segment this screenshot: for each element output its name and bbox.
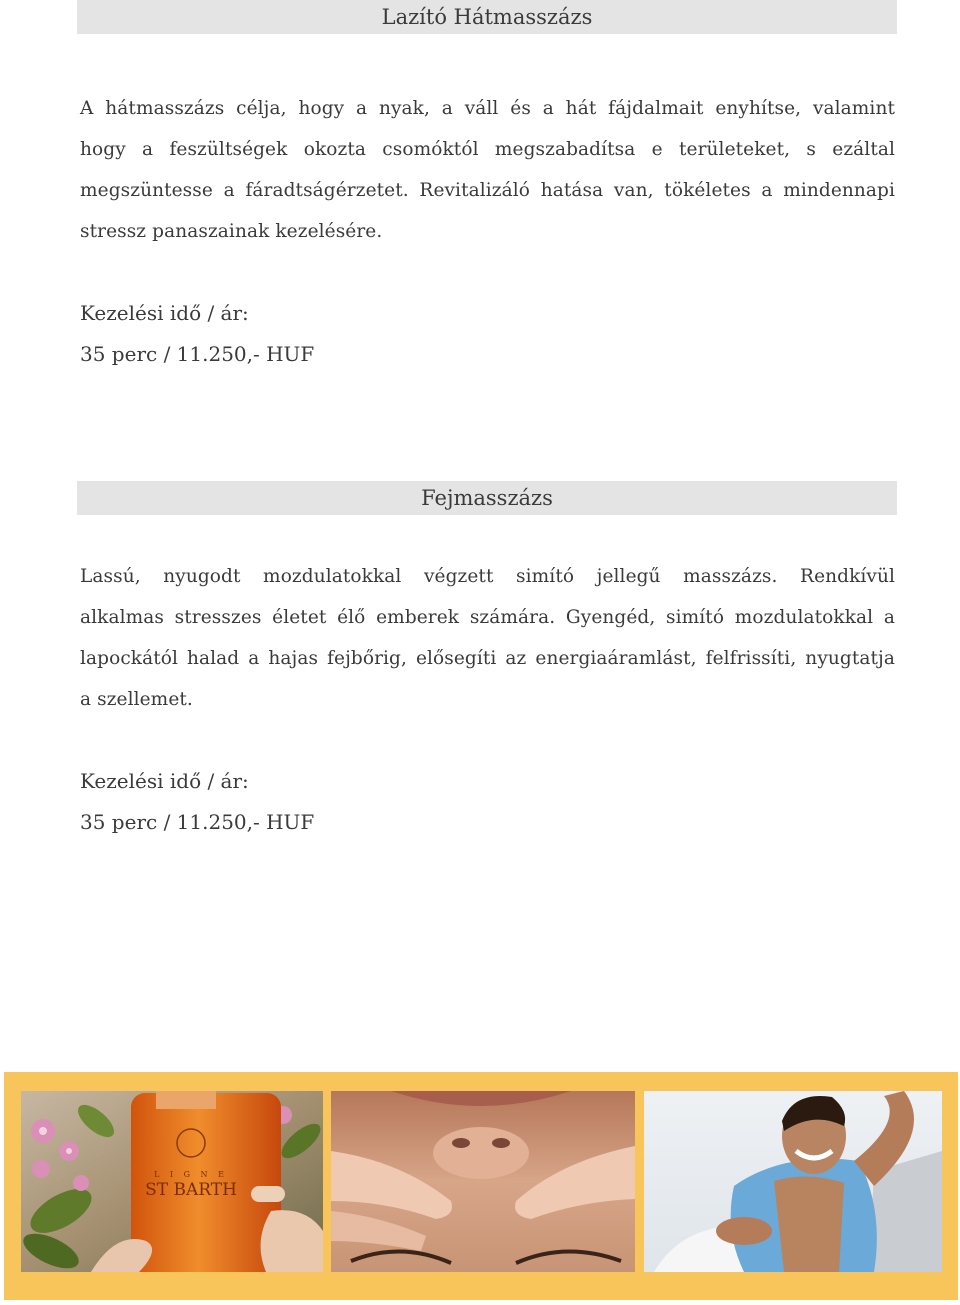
section-title-back-massage: Lazító Hátmasszázs [77, 0, 897, 34]
description-line: hogy a feszültségek okozta csomóktól megszabadítsa e területeket, s ezáltal [80, 139, 895, 160]
bottle-label-main: ST BARTH [145, 1180, 237, 1200]
bottle-label-top: L I G N E [154, 1170, 228, 1179]
description-line: stressz panaszainak kezelésére. [80, 221, 383, 242]
head-massage-price: 35 perc / 11.250,- HUF [80, 810, 315, 834]
back-massage-price: 35 perc / 11.250,- HUF [80, 342, 315, 366]
description-line: a szellemet. [80, 689, 193, 710]
section-title-head-massage: Fejmasszázs [77, 481, 897, 515]
head-massage-description [80, 556, 895, 720]
description-line: Lassú, nyugodt mozdulatokkal végzett simító jellegű masszázs. Rendkívül [80, 566, 895, 587]
description-line: lapockától halad a hajas fejbőrig, elősegíti az energiaáramlást, felfrissíti, nyugtatja [80, 648, 895, 669]
head-massage-duration-label: Kezelési idő / ár: [80, 769, 249, 793]
description-line: alkalmas stresszes életet élő emberek számára. Gyengéd, simító mozdulatokkal a [80, 607, 895, 628]
relaxing-man-photo [644, 1091, 942, 1272]
description-line: megszüntesse a fáradtságérzetet. Revitalizáló hatása van, tökéletes a mindennapi [80, 180, 895, 201]
back-massage-description [80, 88, 895, 252]
photo-strip [4, 1072, 958, 1300]
back-massage-duration-label: Kezelési idő / ár: [80, 301, 249, 325]
description-line: A hátmasszázs célja, hogy a nyak, a váll és a hát fájdalmait enyhítse, valamint [80, 98, 895, 119]
face-massage-photo [331, 1091, 635, 1272]
perfume-bottle-photo [21, 1091, 323, 1272]
